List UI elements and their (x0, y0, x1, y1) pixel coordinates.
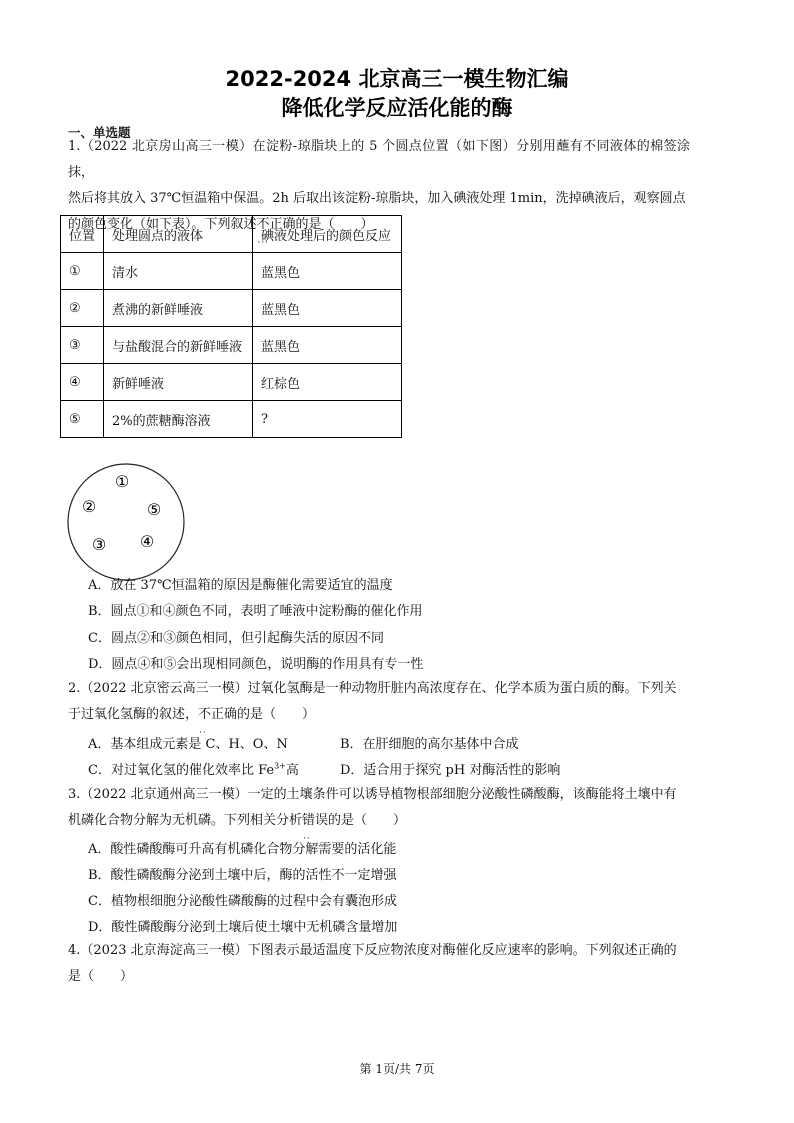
question-2-option-c (88, 759, 299, 778)
question-1-option-a: A．放在 37℃恒温箱的原因是酶催化需要适宜的温度 (88, 578, 393, 593)
question-1-line-3-prefix: 的颜色变化（如下表）。下列叙述 (68, 217, 257, 232)
table-header-cell: 处理圆点的液体 (104, 216, 253, 253)
table-cell: ⑤ (61, 401, 104, 438)
agar-block-figure (66, 462, 186, 582)
question-3-option-c: C．植物根细胞分泌酸性磷酸酶的过程中会有囊泡形成 (88, 894, 397, 909)
question-3-line-1: 3.（2022 北京通州高三一模）一定的土壤条件可以诱导植物根部细胞分泌酸性磷酸酶，该酶能将土壤中有 (68, 787, 677, 802)
table-cell: ① (61, 253, 104, 290)
question-2-option-d: D．适合用于探究 pH 对酶活性的影响 (340, 763, 561, 778)
question-3-line-2-prefix: 机磷化合物分解为无机磷。下列相关分析 (68, 813, 303, 828)
question-1-line-3-suffix: 的是（ ） (295, 217, 374, 232)
table-row (61, 327, 402, 364)
question-2-line-2-prefix: 于过氧化氢酶的叙述， (68, 707, 199, 722)
table-cell: 新鲜唾液 (104, 364, 253, 401)
table-cell: 蓝黑色 (253, 290, 402, 327)
question-2-option-c-text: C．对过氧化氢的催化效率比 Fe (88, 763, 275, 778)
emphasis-marked-text: 不正确 · · · (257, 217, 296, 232)
question-1-line-2: 然后将其放入 37℃恒温箱中保温。2h 后取出该淀粉-琼脂块，加入碘液处理 1min，洗掉碘液后，观察圆点 (68, 191, 686, 206)
table-row (61, 253, 402, 290)
table-cell: 与盐酸混合的新鲜唾液 (104, 327, 253, 364)
table-cell: ② (61, 290, 104, 327)
page-title: 2022-2024 北京高三一模生物汇编 (225, 67, 569, 91)
figure-label-4: ④ (139, 532, 155, 551)
question-1-table (60, 215, 402, 438)
question-3-line-2-suffix: 的是（ ） (328, 813, 407, 828)
figure-label-2: ② (81, 497, 97, 516)
question-1-line-1: 1.（2022 北京房山高三一模）在淀粉-琼脂块上的 5 个圆点位置（如下图）分别用蘸有不同液体的棉签涂抹， (68, 139, 690, 180)
question-1-option-c: C．圆点②和③颜色相同，但引起酶失活的原因不同 (88, 631, 384, 646)
question-2-line-1: 2.（2022 北京密云高三一模）过氧化氢酶是一种动物肝脏内高浓度存在、化学本质为蛋白质的酶。下列关 (68, 681, 677, 696)
table-header-cell: 位置 (61, 216, 104, 253)
emphasis-marked-text: 不 · · (198, 707, 211, 722)
table-cell: 红棕色 (253, 364, 402, 401)
question-2-option-c-suffix: 高 (285, 763, 299, 778)
table-cell: 清水 (104, 253, 253, 290)
question-2-stem (68, 676, 690, 728)
table-cell: 2%的蔗糖酶溶液 (104, 401, 253, 438)
question-3-line-2 (68, 808, 690, 834)
table-cell: ③ (61, 327, 104, 364)
question-2-line-2-suffix: 正确的是（ ） (211, 707, 316, 722)
table-row (61, 364, 402, 401)
question-3-stem (68, 782, 690, 834)
table-cell: ? (253, 401, 402, 438)
question-4-line-1: 4.（2023 北京海淀高三一模）下图表示最适温度下反应物浓度对酶催化反应速率的影响。下列叙述正确的 (68, 943, 677, 958)
table-cell: ④ (61, 364, 104, 401)
superscript-charge: 3+ (274, 761, 286, 771)
question-4-line-2: 是（ ） (68, 969, 134, 984)
question-3-option-d: D．酸性磷酸酶分泌到土壤后使土壤中无机磷含量增加 (88, 920, 398, 935)
table-row (61, 290, 402, 327)
figure-label-3: ③ (91, 535, 107, 554)
table-cell: 煮沸的新鲜唾液 (104, 290, 253, 327)
question-3-option-b: B．酸性磷酸酶分泌到土壤中后，酶的活性不一定增强 (88, 868, 397, 883)
question-2-option-a: A．基本组成元素是 C、H、O、N (88, 737, 288, 752)
question-1-option-b: B．圆点①和④颜色不同，表明了唾液中淀粉酶的催化作用 (88, 604, 423, 619)
page-subtitle: 降低化学反应活化能的酶 (281, 96, 513, 120)
table-header-row (61, 216, 402, 253)
question-1-option-d: D．圆点④和⑤会出现相同颜色，说明酶的作用具有专一性 (88, 657, 424, 672)
emphasis-marked-text: 错误 · · (302, 813, 328, 828)
question-3-option-a: A．酸性磷酸酶可升高有机磷化合物分解需要的活化能 (88, 842, 397, 857)
question-2-option-b: B．在肝细胞的高尔基体中合成 (340, 737, 519, 752)
table-header-cell: 碘液处理后的颜色反应 (253, 216, 402, 253)
table-cell: 蓝黑色 (253, 327, 402, 364)
question-4-stem (68, 938, 690, 990)
section-heading: 一、单选题 (68, 125, 131, 140)
question-2-line-2 (68, 702, 690, 728)
table-cell: 蓝黑色 (253, 253, 402, 290)
table-row (61, 401, 402, 438)
figure-label-1: ① (114, 472, 130, 491)
agar-circle-diagram (66, 462, 186, 582)
page-footer: 第 1页/共 7页 (359, 1062, 435, 1076)
figure-label-5: ⑤ (146, 500, 162, 519)
